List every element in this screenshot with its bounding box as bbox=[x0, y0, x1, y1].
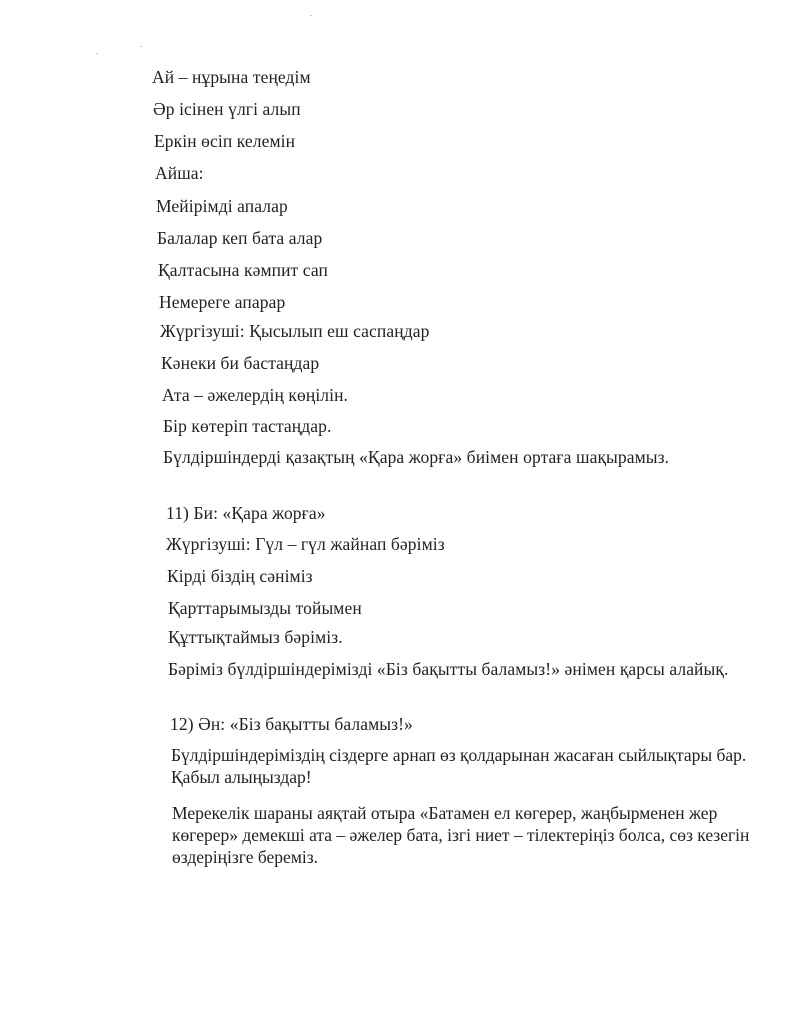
body-text: көгерер» демекші ата – әжелер бата, ізгі ниет – тілектеріңіз болса, сөз кезегін bbox=[172, 825, 750, 845]
poem-line: Кәнеки би бастаңдар bbox=[161, 353, 320, 373]
poem-line: Құттықтаймыз бәріміз. bbox=[168, 627, 343, 647]
poem-line: Бір көтеріп тастаңдар. bbox=[163, 416, 332, 436]
poem-line: Қарттарымызды тойымен bbox=[168, 598, 362, 618]
poem-line: Жүргізуші: Гүл – гүл жайнап бәріміз bbox=[166, 534, 445, 554]
scan-speck bbox=[310, 15, 312, 16]
section-heading: 11) Би: «Қара жорға» bbox=[166, 503, 326, 523]
poem-line: Ата – әжелердің көңілін. bbox=[162, 385, 349, 405]
scan-speck bbox=[96, 53, 98, 54]
poem-line: Ай – нұрына теңедім bbox=[152, 67, 311, 87]
poem-line: Жүргізуші: Қысылып еш саспаңдар bbox=[160, 321, 430, 341]
body-text: Қабыл алыңыздар! bbox=[171, 767, 312, 787]
speaker-label: Айша: bbox=[155, 163, 204, 183]
poem-line: Балалар кеп бата алар bbox=[157, 228, 323, 248]
poem-line: Кірді біздің сәніміз bbox=[167, 566, 313, 586]
poem-line: Бүлдіршіндерді қазақтың «Қара жорға» биімен ортаға шақырамыз. bbox=[163, 447, 670, 467]
body-text: Бәріміз бүлдіршіндерімізді «Біз бақытты баламыз!» әнімен қарсы алайық. bbox=[168, 659, 729, 679]
poem-line: Әр ісінен үлгі алып bbox=[153, 99, 301, 119]
poem-line: Немереге апарар bbox=[159, 292, 286, 312]
body-text: Мерекелік шараны аяқтай отыра «Батамен ел көгерер, жаңбырменен жер bbox=[172, 803, 718, 823]
poem-line: Еркін өсіп келемін bbox=[154, 131, 296, 151]
poem-line: Мейірімді апалар bbox=[156, 196, 288, 216]
body-text: өздеріңізге береміз. bbox=[172, 847, 319, 867]
body-text: Бүлдіршіндеріміздің сіздерге арнап өз қолдарынан жасаған сыйлықтары бар. bbox=[171, 745, 747, 765]
section-heading: 12) Ән: «Біз бақытты баламыз!» bbox=[170, 714, 413, 734]
scan-speck bbox=[140, 46, 142, 47]
poem-line: Қалтасына кәмпит сап bbox=[158, 260, 328, 280]
